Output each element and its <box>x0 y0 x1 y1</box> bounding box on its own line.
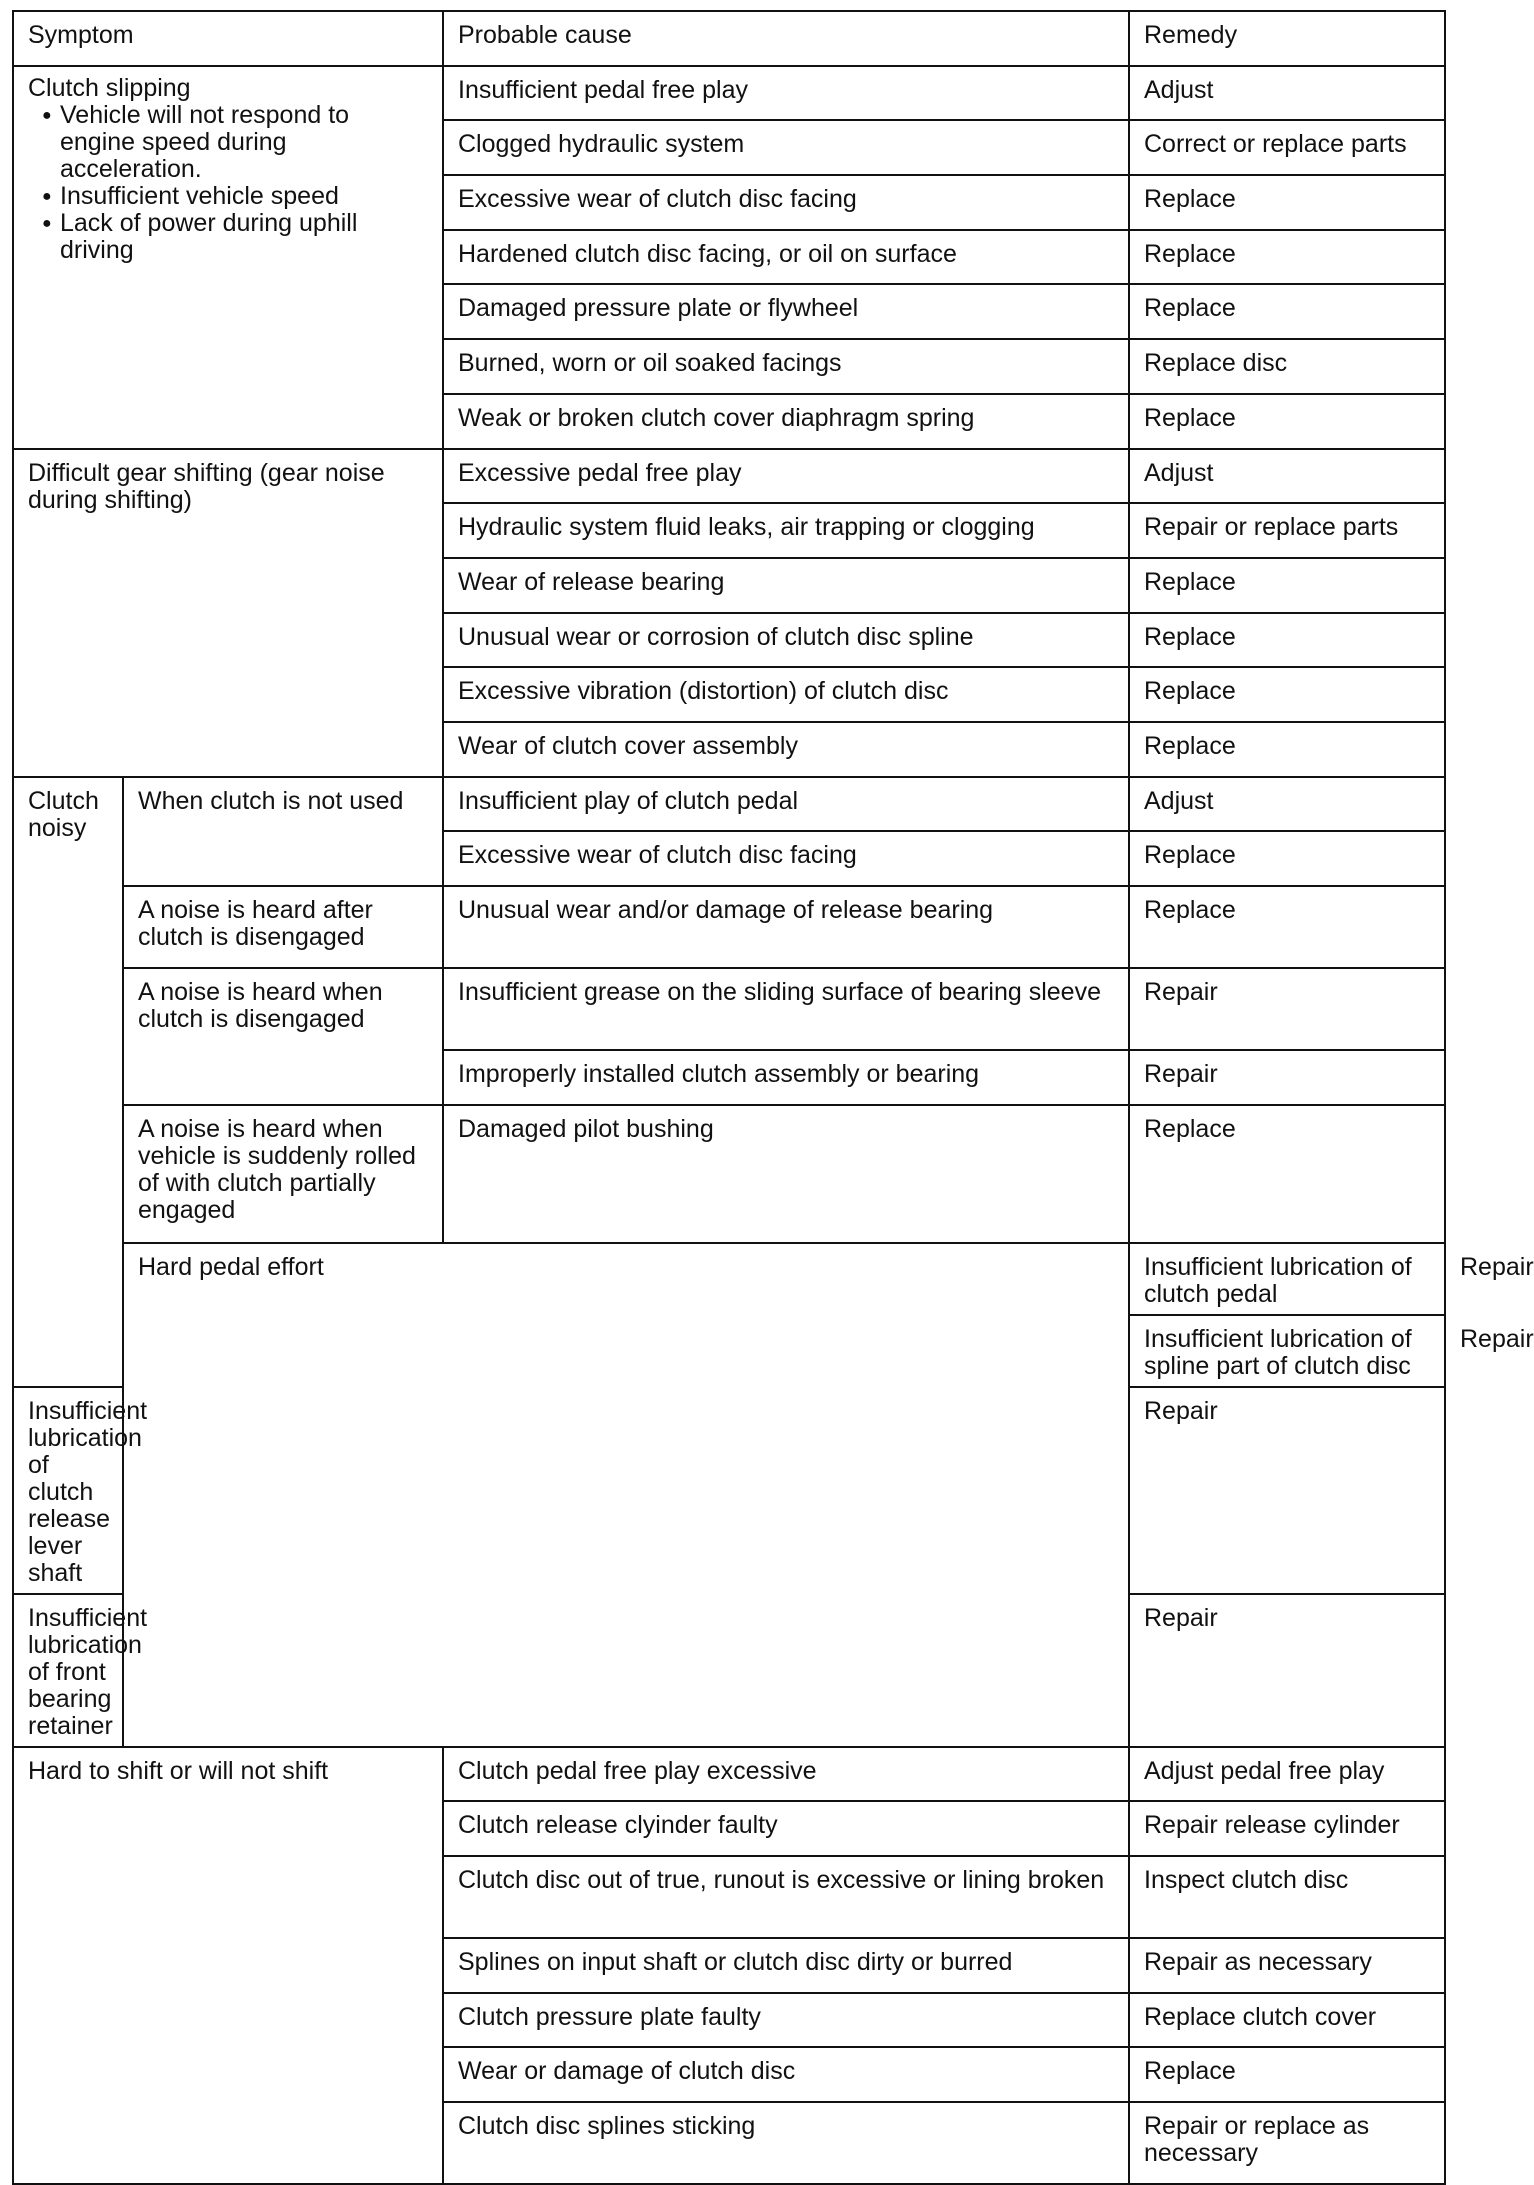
header-remedy: Remedy <box>1129 11 1445 66</box>
table-row <box>13 1747 1445 1802</box>
cause-cell: Burned, worn or oil soaked facings <box>443 339 1129 394</box>
cause-cell: Wear of release bearing <box>443 558 1129 613</box>
cause-cell: Clutch disc splines sticking <box>443 2102 1129 2184</box>
table-row <box>13 1105 1445 1243</box>
cause-cell: Excessive wear of clutch disc facing <box>443 175 1129 230</box>
cause-cell: Clutch pedal free play excessive <box>443 1747 1129 1802</box>
noise-condition: A noise is heard after clutch is disengaged <box>123 886 443 968</box>
remedy-cell: Correct or replace parts <box>1129 120 1445 175</box>
table-row <box>13 777 1445 832</box>
troubleshooting-table <box>12 10 1534 2185</box>
cause-cell: Excessive pedal free play <box>443 449 1129 504</box>
header-row <box>13 11 1445 66</box>
table-row: Insufficient lubrication of spline part of clutch disc Repair <box>13 1315 1445 1387</box>
table-row <box>13 968 1445 1050</box>
table-row <box>13 886 1445 968</box>
remedy-cell: Adjust pedal free play <box>1129 1747 1445 1802</box>
symptom-detail: ● Lack of power during uphill driving <box>28 210 428 264</box>
remedy-cell: Repair <box>1129 1594 1445 1747</box>
symptom-difficult-shifting: Difficult gear shifting (gear noise during shifting) <box>13 449 443 777</box>
cause-cell: Clogged hydraulic system <box>443 120 1129 175</box>
symptom-clutch-slipping <box>13 66 443 449</box>
cause-cell: Clutch disc out of true, runout is excessive or lining broken <box>443 1856 1129 1938</box>
remedy-cell: Replace clutch cover <box>1129 1993 1445 2048</box>
remedy-cell: Adjust <box>1129 449 1445 504</box>
remedy-cell: Replace <box>1129 2047 1445 2102</box>
cause-cell: Excessive wear of clutch disc facing <box>443 831 1129 886</box>
remedy-cell: Replace <box>1129 558 1445 613</box>
cause-cell: Wear or damage of clutch disc <box>443 2047 1129 2102</box>
remedy-cell: Repair <box>1129 1387 1445 1594</box>
symptom-hard-to-shift: Hard to shift or will not shift <box>13 1747 443 2184</box>
cause-cell: Damaged pilot bushing <box>443 1105 1129 1243</box>
symptom-detail-list <box>28 102 428 264</box>
remedy-cell: Repair or replace parts <box>1129 503 1445 558</box>
header-cause: Probable cause <box>443 11 1129 66</box>
cause-cell: Excessive vibration (distortion) of clutch disc <box>443 667 1129 722</box>
remedy-cell: Repair as necessary <box>1129 1938 1445 1993</box>
cause-cell: Insufficient play of clutch pedal <box>443 777 1129 832</box>
symptom-detail: ● Vehicle will not respond to engine speed during acceleration. <box>28 102 428 183</box>
cause-cell: Weak or broken clutch cover diaphragm spring <box>443 394 1129 449</box>
remedy-cell: Repair release cylinder <box>1129 1801 1445 1856</box>
symptom-title: Clutch slipping <box>28 73 191 102</box>
noise-condition: A noise is heard when vehicle is suddenly rolled of with clutch partially engaged <box>123 1105 443 1243</box>
cause-cell: Splines on input shaft or clutch disc dirty or burred <box>443 1938 1129 1993</box>
remedy-cell: Replace <box>1129 284 1445 339</box>
cause-cell: Improperly installed clutch assembly or bearing <box>443 1050 1129 1105</box>
remedy-cell: Repair <box>1129 968 1445 1050</box>
noise-condition: A noise is heard when clutch is disengaged <box>123 968 443 1105</box>
remedy-cell: Replace <box>1129 613 1445 668</box>
cause-cell: Insufficient lubrication of clutch pedal <box>1129 1243 1445 1315</box>
cause-cell: Hardened clutch disc facing, or oil on surface <box>443 230 1129 285</box>
cause-cell: Damaged pressure plate or flywheel <box>443 284 1129 339</box>
header-symptom: Symptom <box>13 11 443 66</box>
remedy-cell: Repair or replace as necessary <box>1129 2102 1445 2184</box>
cause-cell: Unusual wear and/or damage of release bearing <box>443 886 1129 968</box>
remedy-cell: Replace <box>1129 230 1445 285</box>
cause-cell: Clutch pressure plate faulty <box>443 1993 1129 2048</box>
remedy-cell: Replace <box>1129 886 1445 968</box>
cause-cell: Wear of clutch cover assembly <box>443 722 1129 777</box>
remedy-cell: Replace <box>1129 394 1445 449</box>
cause-cell: Clutch release clyinder faulty <box>443 1801 1129 1856</box>
remedy-cell: Replace <box>1129 667 1445 722</box>
cause-cell: Insufficient pedal free play <box>443 66 1129 121</box>
remedy-cell: Replace <box>1129 831 1445 886</box>
remedy-cell: Repair <box>1129 1050 1445 1105</box>
table-row <box>13 449 1445 504</box>
cause-cell: Insufficient lubrication of spline part of clutch disc <box>1129 1315 1445 1387</box>
symptom-hard-pedal: Hard pedal effort <box>123 1243 1129 1747</box>
remedy-cell: Replace <box>1129 175 1445 230</box>
cause-cell: Insufficient lubrication of clutch release lever shaft <box>13 1387 123 1594</box>
remedy-cell: Replace <box>1129 722 1445 777</box>
remedy-cell: Replace disc <box>1129 339 1445 394</box>
cause-cell: Hydraulic system fluid leaks, air trapping or clogging <box>443 503 1129 558</box>
remedy-cell: Replace <box>1129 1105 1445 1243</box>
noise-condition: When clutch is not used <box>123 777 443 886</box>
cause-cell: Unusual wear or corrosion of clutch disc spline <box>443 613 1129 668</box>
remedy-cell: Adjust <box>1129 66 1445 121</box>
table-row: Hard pedal effort Insufficient lubrication of clutch pedal Repair <box>13 1243 1445 1315</box>
cause-cell: Insufficient lubrication of front bearing retainer <box>13 1594 123 1747</box>
table-row <box>13 66 1445 121</box>
symptom-detail: ● Insufficient vehicle speed <box>28 183 428 210</box>
remedy-cell: Adjust <box>1129 777 1445 832</box>
remedy-cell: Inspect clutch disc <box>1129 1856 1445 1938</box>
symptom-clutch-noisy: Clutch noisy <box>13 777 123 1387</box>
cause-cell: Insufficient grease on the sliding surface of bearing sleeve <box>443 968 1129 1050</box>
